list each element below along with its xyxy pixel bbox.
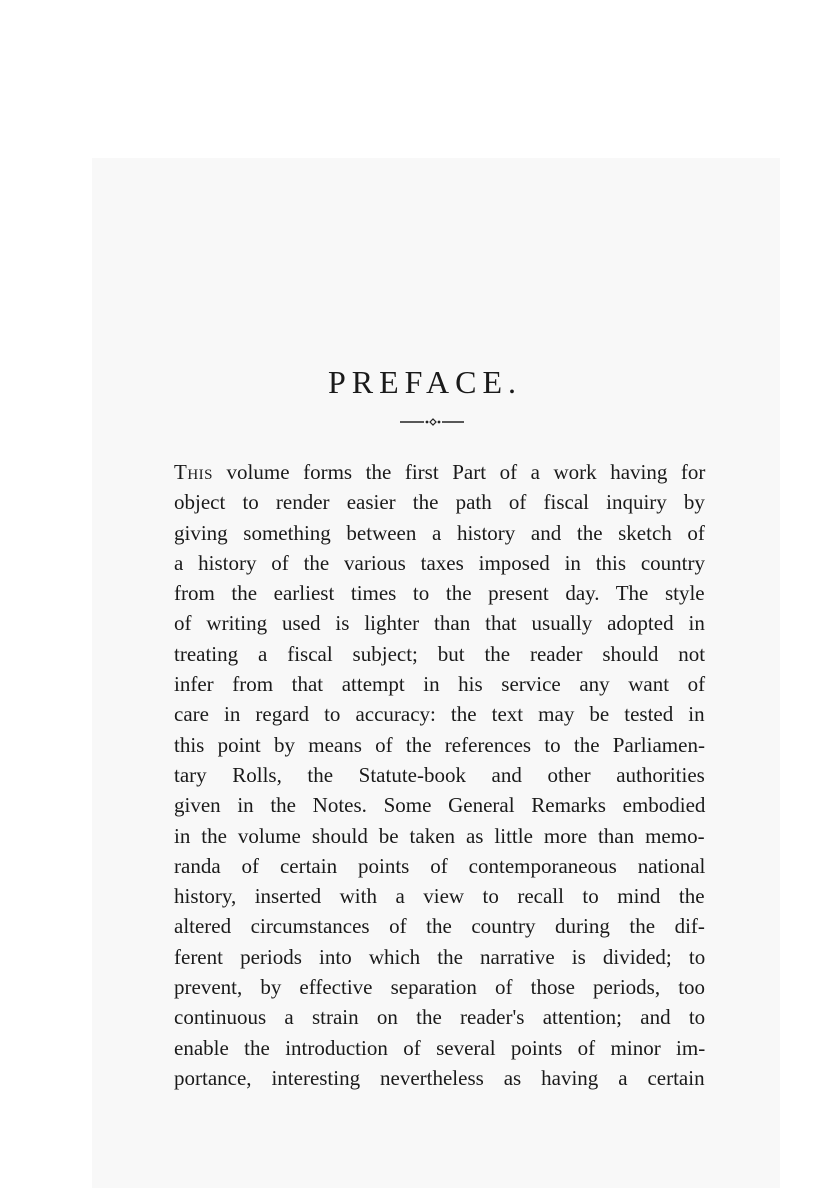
text-line: this point by means of the references to the Parliamen-	[174, 732, 705, 757]
text-line: ferent periods into which the narrative is divided; to	[174, 944, 706, 969]
text-line: continuous a strain on the reader's attention; and to	[174, 1005, 706, 1030]
text-line: object to render easier the path of fiscal inquiry by	[174, 490, 705, 515]
text-line: a history of the various taxes imposed in this country	[174, 550, 706, 575]
text-line: tary Rolls, the Statute-book and other authorities	[174, 762, 705, 787]
text-line: altered circumstances of the country during the dif-	[174, 914, 705, 939]
text-line: treating a fiscal subject; but the reader should not	[174, 641, 706, 666]
text-line: infer from that attempt in his service any want of	[174, 672, 706, 697]
text-line: in the volume should be taken as little more than memo-	[174, 823, 705, 848]
text-line: randa of certain points of contemporaneous national	[174, 853, 706, 878]
page-title: PREFACE.	[327, 364, 523, 400]
text-line: prevent, by effective separation of those periods, too	[174, 975, 706, 1000]
preface-body	[174, 457, 705, 1093]
text-line: giving something between a history and the sketch of	[174, 520, 705, 545]
lead-word: This	[174, 460, 213, 484]
text-line: portance, interesting nevertheless as having a certain	[174, 1065, 705, 1090]
text-line: of writing used is lighter than that usually adopted in	[174, 611, 705, 636]
text-line: given in the Notes. Some General Remarks embodied	[174, 793, 706, 818]
text-line: history, inserted with a view to recall to mind the	[174, 884, 705, 909]
text-line: This volume forms the first Part of a work having for	[174, 460, 706, 484]
ornament-rule	[400, 416, 464, 428]
text-line: care in regard to accuracy: the text may be tested in	[174, 702, 705, 727]
text-line: from the earliest times to the present day. The style	[174, 581, 705, 606]
text-line: enable the introduction of several points of minor im-	[174, 1035, 706, 1060]
